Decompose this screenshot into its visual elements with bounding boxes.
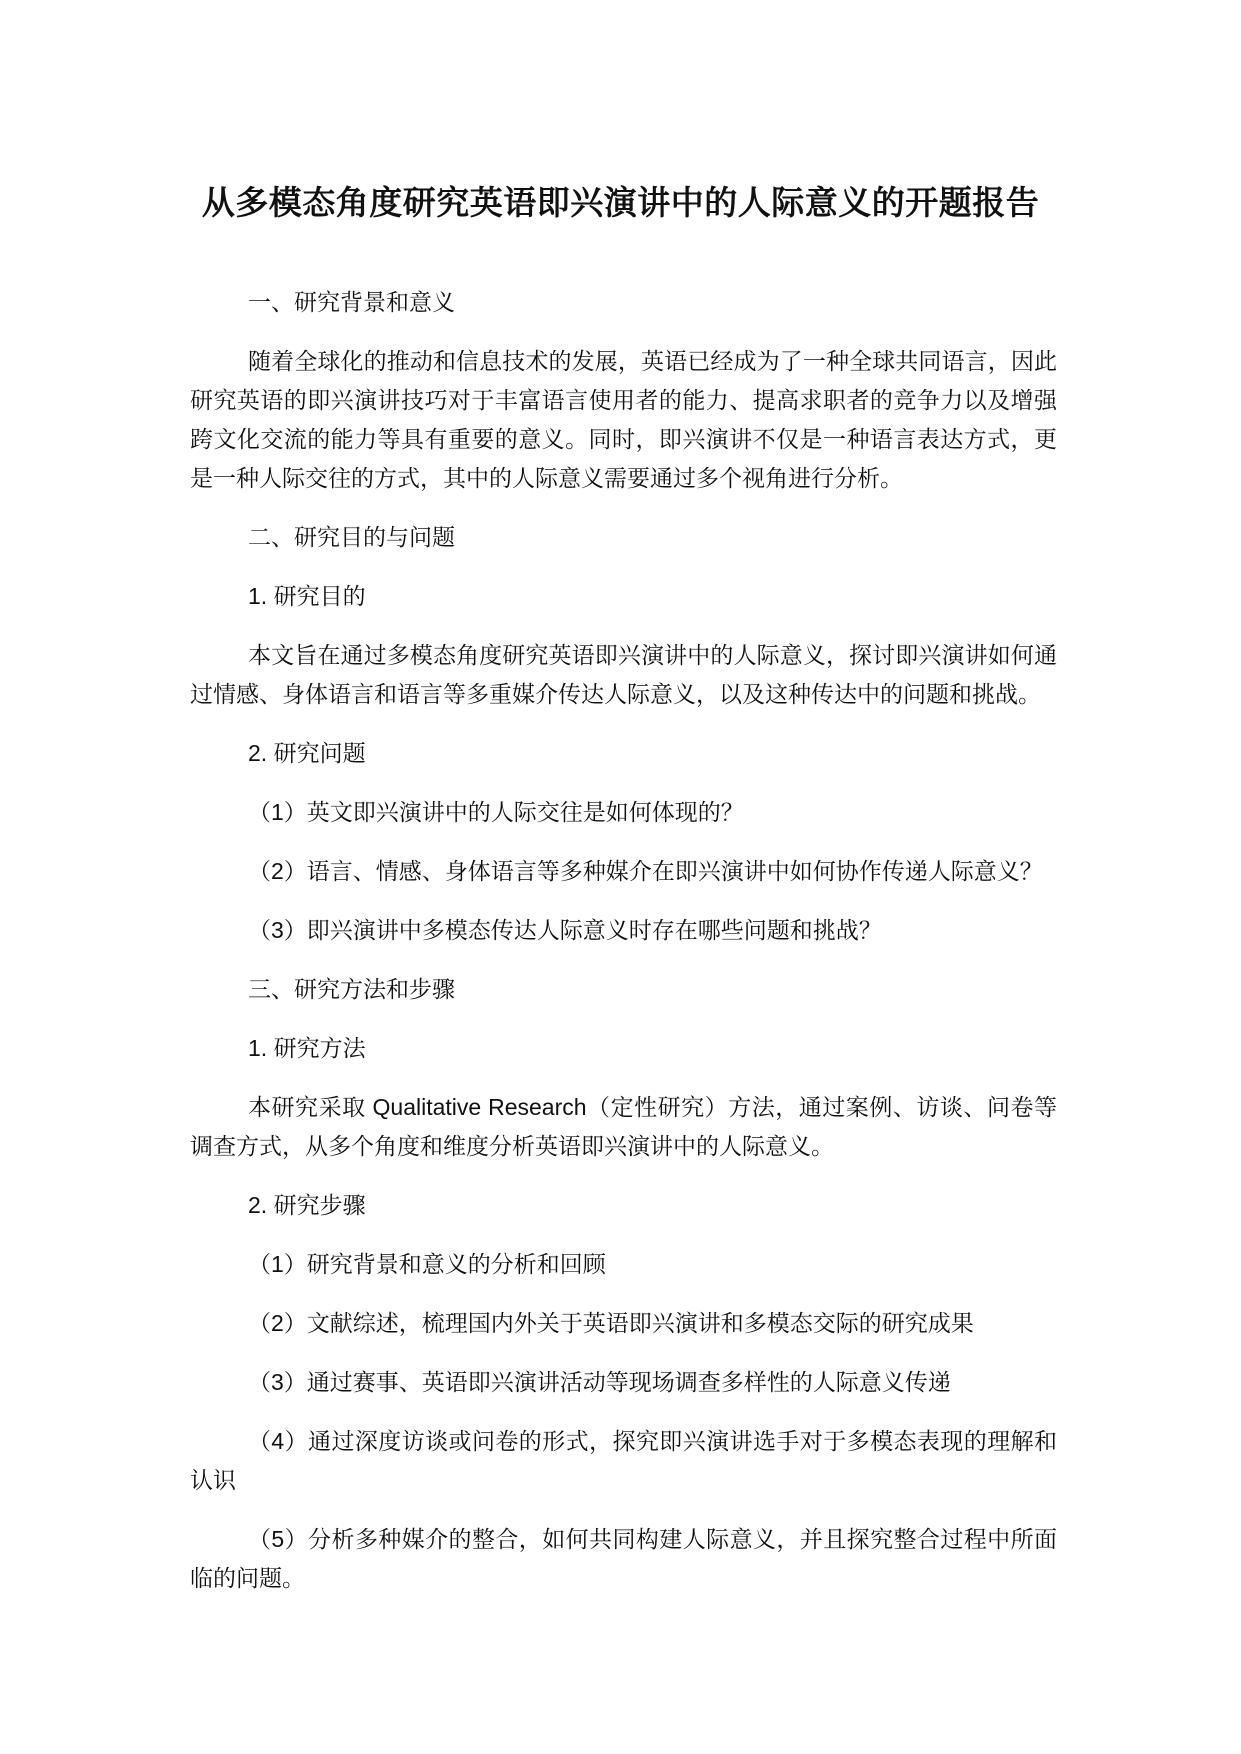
list-item-text: （2）语言、情感、身体语言等多种媒介在即兴演讲中如何协作传递人际意义？ bbox=[248, 858, 1043, 884]
paragraph-line: 调查方式，从多个角度和维度分析英语即兴演讲中的人际意义。 bbox=[190, 1133, 834, 1159]
subsection-heading-text: 2. 研究步骤 bbox=[248, 1192, 366, 1218]
list-item bbox=[190, 1245, 1057, 1284]
subsection-heading bbox=[190, 577, 1057, 616]
list-item bbox=[190, 793, 1057, 832]
list-item bbox=[190, 852, 1057, 891]
paragraph-line: 研究英语的即兴演讲技巧对于丰富语言使用者的能力、提高求职者的竞争力以及增强 bbox=[190, 387, 1057, 413]
section-heading-text: 一、研究背景和意义 bbox=[248, 289, 455, 315]
document-body bbox=[190, 283, 1057, 1618]
body-paragraph bbox=[190, 636, 1057, 714]
paragraph-line: 本文旨在通过多模态角度研究英语即兴演讲中的人际意义，探讨即兴演讲如何通 bbox=[248, 642, 1057, 668]
list-item bbox=[190, 1363, 1057, 1402]
list-item-text: （3）通过赛事、英语即兴演讲活动等现场调查多样性的人际意义传递 bbox=[248, 1369, 951, 1395]
paragraph-line: 跨文化交流的能力等具有重要的意义。同时，即兴演讲不仅是一种语言表达方式，更 bbox=[190, 426, 1057, 452]
list-item-text: （5）分析多种媒介的整合，如何共同构建人际意义，并且探究整合过程中所面 bbox=[248, 1526, 1057, 1552]
subsection-heading bbox=[190, 1186, 1057, 1225]
list-item-text: 认识 bbox=[190, 1467, 236, 1493]
list-item bbox=[190, 1422, 1057, 1500]
paragraph-line: 过情感、身体语言和语言等多重媒介传达人际意义，以及这种传达中的问题和挑战。 bbox=[190, 681, 1041, 707]
subsection-heading-text: 1. 研究目的 bbox=[248, 583, 366, 609]
list-item-text: （1）英文即兴演讲中的人际交往是如何体现的？ bbox=[248, 799, 744, 825]
section-heading bbox=[190, 283, 1057, 322]
section-heading bbox=[190, 518, 1057, 557]
subsection-heading-text: 2. 研究问题 bbox=[248, 740, 366, 766]
subsection-heading-text: 1. 研究方法 bbox=[248, 1035, 366, 1061]
section-heading bbox=[190, 970, 1057, 1009]
paragraph-line: 是一种人际交往的方式，其中的人际意义需要通过多个视角进行分析。 bbox=[190, 465, 903, 491]
subsection-heading bbox=[190, 1029, 1057, 1068]
list-item-text: （4）通过深度访谈或问卷的形式，探究即兴演讲选手对于多模态表现的理解和 bbox=[248, 1428, 1057, 1454]
list-item bbox=[190, 911, 1057, 950]
body-paragraph bbox=[190, 1088, 1057, 1166]
body-paragraph bbox=[190, 342, 1057, 498]
section-heading-text: 二、研究目的与问题 bbox=[248, 524, 455, 550]
list-item-text: 临的问题。 bbox=[190, 1565, 305, 1591]
list-item bbox=[190, 1304, 1057, 1343]
list-item-text: （2）文献综述，梳理国内外关于英语即兴演讲和多模态交际的研究成果 bbox=[248, 1310, 974, 1336]
list-item bbox=[190, 1520, 1057, 1598]
document-title: 从多模态角度研究英语即兴演讲中的人际意义的开题报告 bbox=[201, 184, 1040, 221]
section-heading-text: 三、研究方法和步骤 bbox=[248, 976, 455, 1002]
subsection-heading bbox=[190, 734, 1057, 773]
paragraph-line: 随着全球化的推动和信息技术的发展，英语已经成为了一种全球共同语言，因此 bbox=[248, 348, 1057, 374]
list-item-text: （3）即兴演讲中多模态传达人际意义时存在哪些问题和挑战？ bbox=[248, 917, 882, 943]
paragraph-line: 本研究采取 Qualitative Research（定性研究）方法，通过案例、访谈、问卷等 bbox=[248, 1094, 1057, 1120]
list-item-text: （1）研究背景和意义的分析和回顾 bbox=[248, 1251, 606, 1277]
